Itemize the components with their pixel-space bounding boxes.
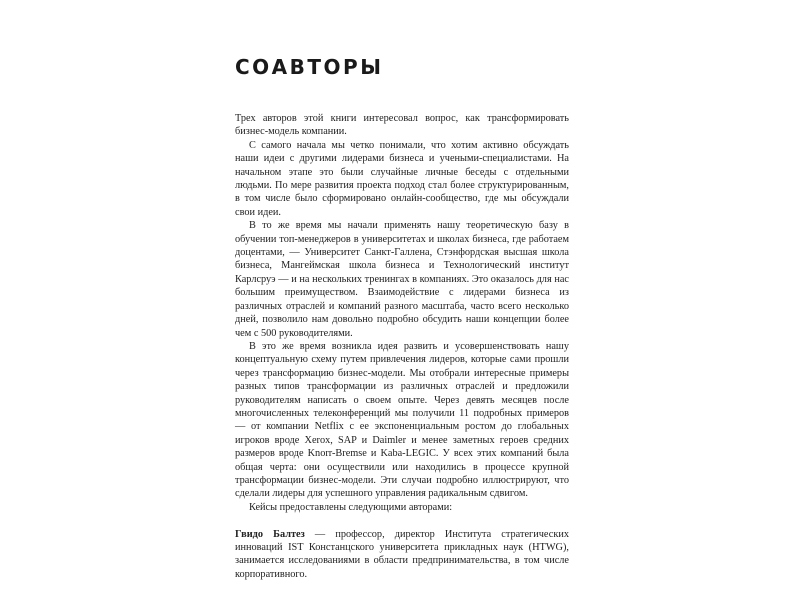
paragraph-authors-intro: Кейсы предоставлены следующими авторами: [249,501,453,513]
author-description: — профессор, директор Института стратегических инноваций IST Констанцского университета прикладных наук (HTWG), занимается исследованиями в области предпринимательства, в том числе корпоративного. [235,528,569,580]
paragraph-case-studies: В это же время возникла идея развить и усовершенствовать нашу концептуальную схему путем привлечения лидеров, которые сами прошли через трансформацию бизнес-модели. Мы отобрали интересные примеры разных типов трансформации из различных отраслей и предложили руководителям написать о своем опыте. Через девять месяцев после многочисленных телеконференций мы получили 11 подробных примеров — от компании Netflix с ее экспоненциальным ростом до глобальных игроков вроде Xerox, SAP и Daimler и менее заметных героев средних размеров вроде Knorr-Bremse и Kaba-LEGIC. У всех этих компаний была общая черта: они осуществили или находились в процессе крупной трансформации бизнес-модели. Эти случаи подробно иллюстрируют, что сделали лидеры для успешного управления радикальным сдвигом. [235,340,569,500]
chapter-heading: СОАВТОРЫ [235,55,384,79]
chapter-body [235,112,569,581]
paragraph-teaching: В то же время мы начали применять нашу теоретическую базу в обучении топ-менеджеров в университетах и школах бизнеса, где работаем доцентами, — Университет Санкт-Галлена, Стэнфордская высшая школа бизнеса, Мангеймская школа бизнеса и Технологический институт Карлсруэ — и на нескольких тренингах в компаниях. Это оказалось для нас большим преимуществом. Взаимодействие с лидерами бизнеса из различных отраслей и компаний разного масштаба, часто всего несколько дней, позволило нам довольно подробно обсудить наши концепции более чем с 500 руководителями. [235,220,569,339]
paragraph-discussion: С самого начала мы четко понимали, что хотим активно обсуждать наши идеи с другими лидерами бизнеса и учеными-специалистами. На начальном этапе это были случайные личные беседы с отдельными людьми. По мере развития проекта подход стал более структурированным, в том числе было сформировано онлайн-сообщество, где мы обсуждали свои идеи. [235,139,569,218]
paragraph-intro: Трех авторов этой книги интересовал вопрос, как трансформировать бизнес-модель компании. [235,113,569,138]
author-entry [235,528,569,582]
section-spacer [235,514,569,527]
author-name: Гвидо Балтез [235,528,305,540]
